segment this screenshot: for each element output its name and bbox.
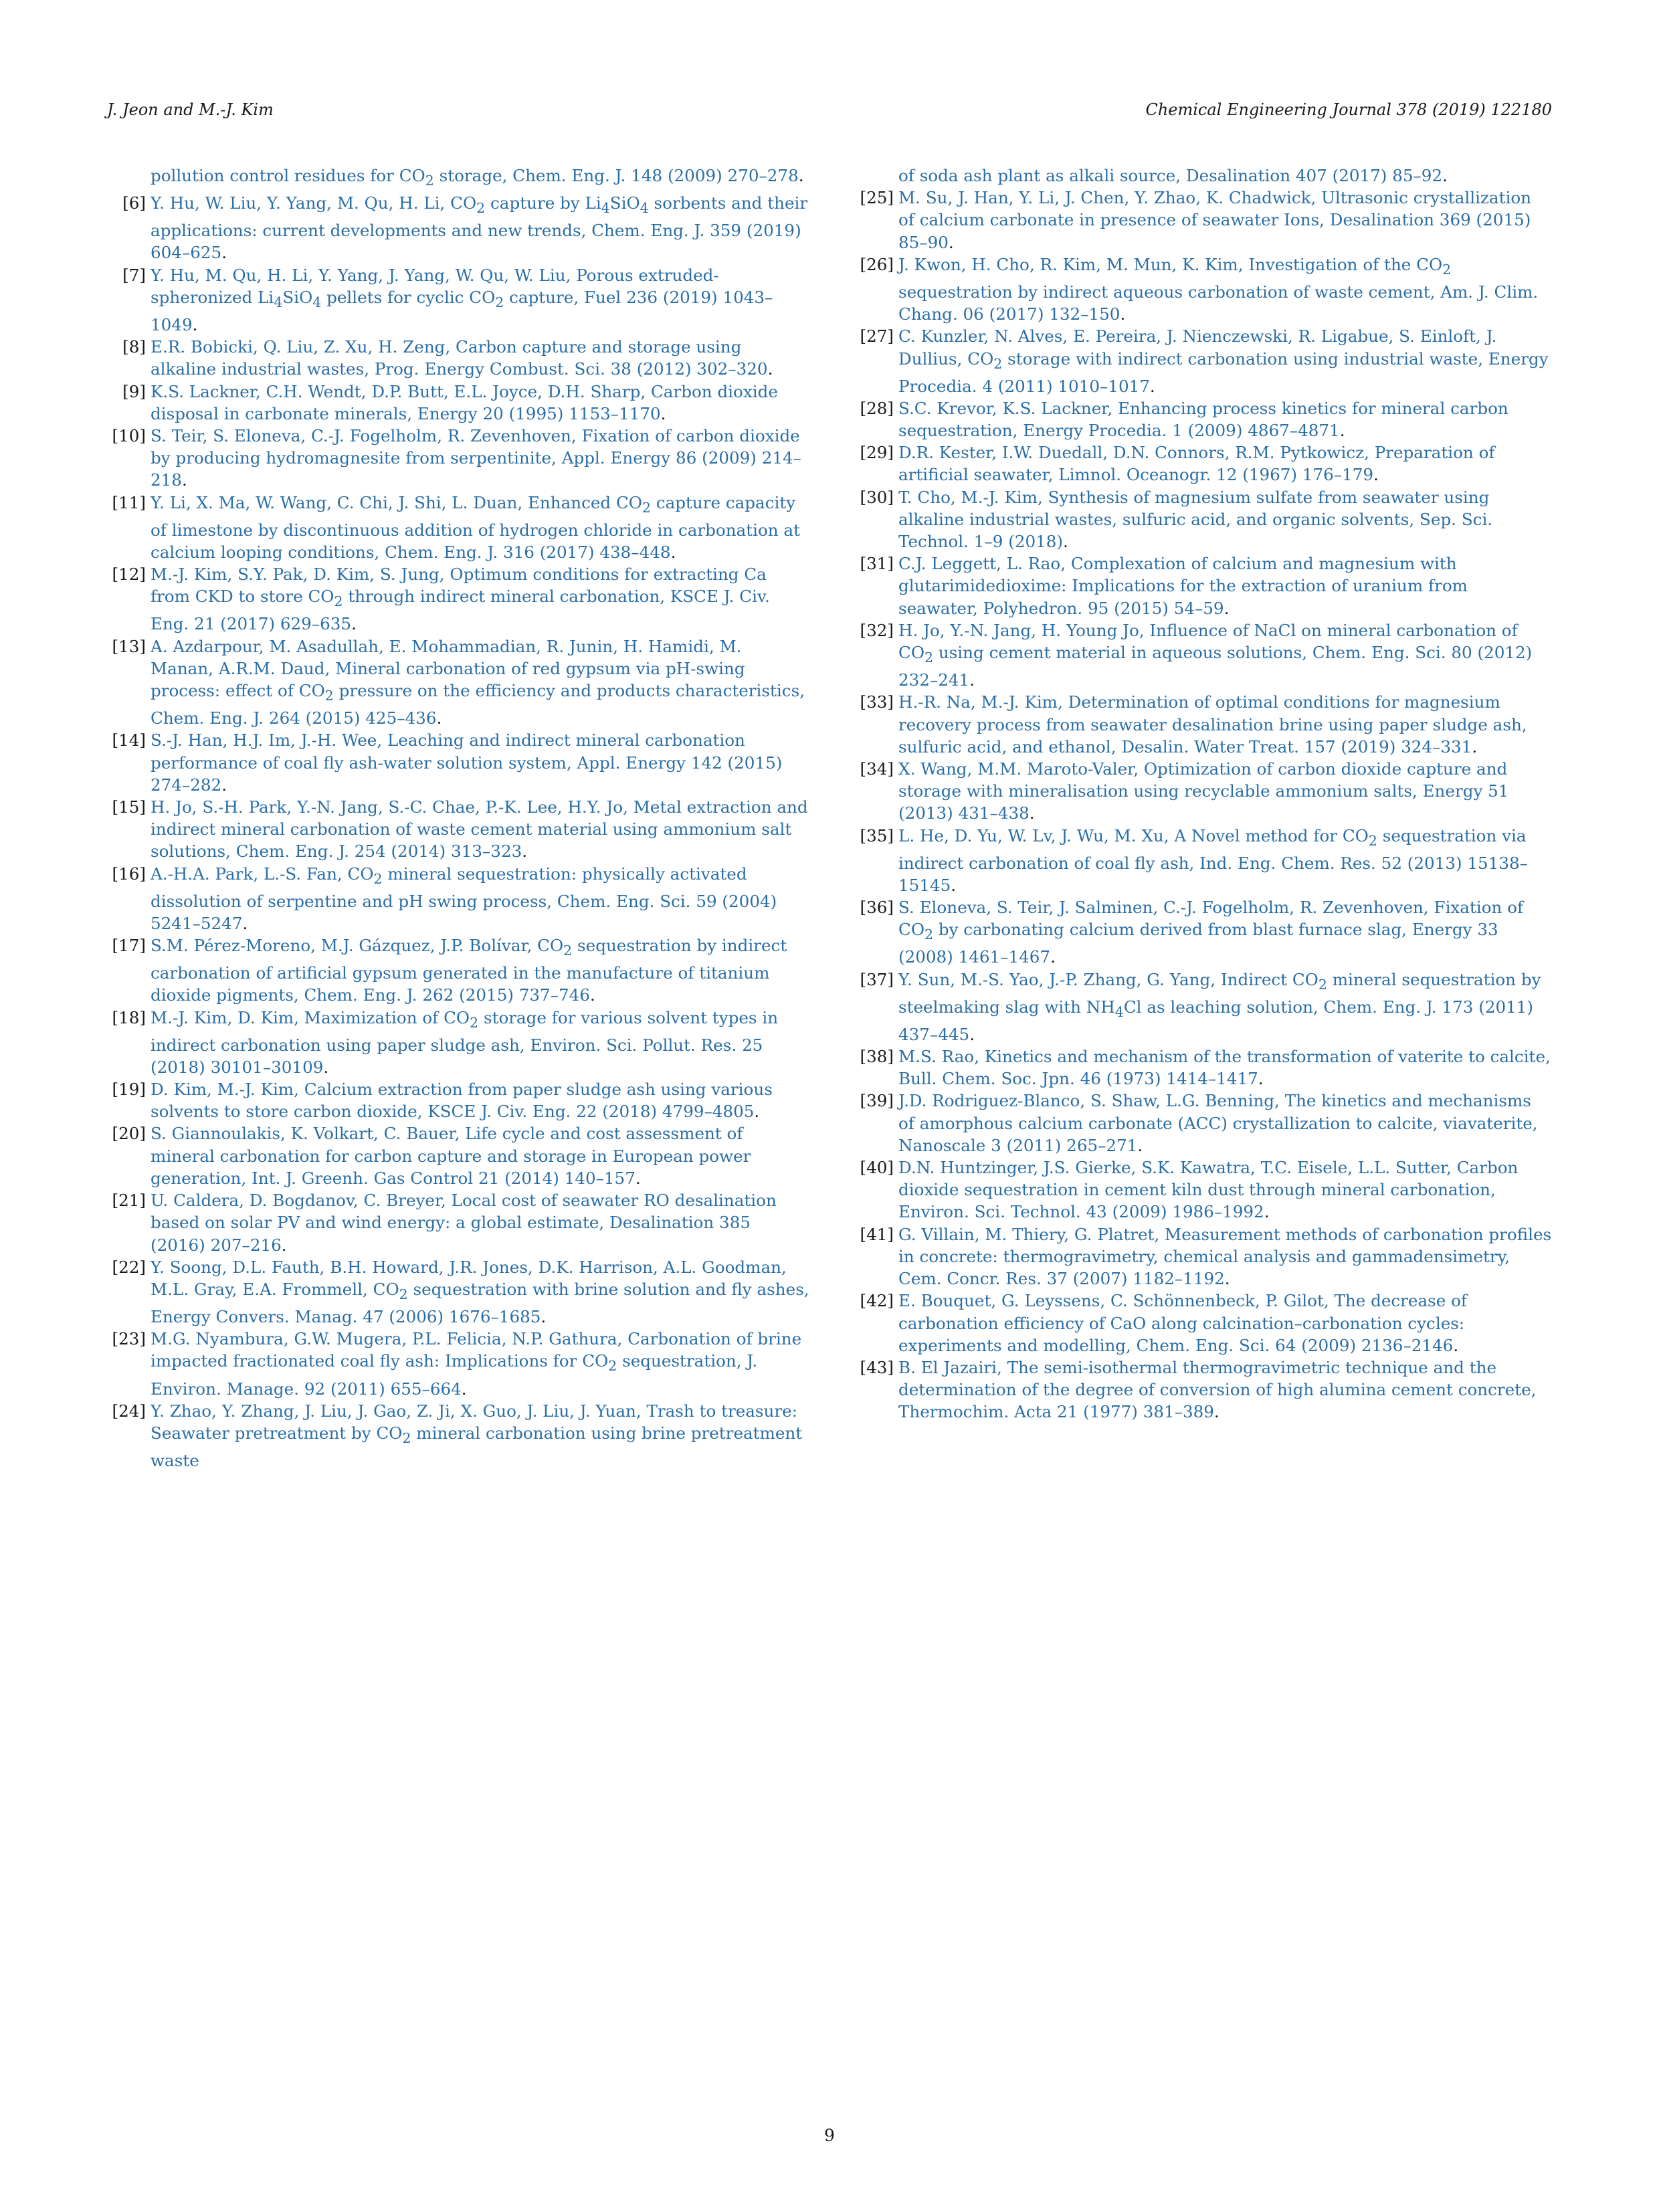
reference-item: [107, 1189, 809, 1256]
reference-number: [43]: [860, 1357, 894, 1377]
reference-link[interactable]: J.D. Rodriguez-Blanco, S. Shaw, L.G. Benning, The kinetics and mechanisms of amorphous calcium carbonate (ACC) crystallization to calcite, viavaterite, Nanoscale 3 (2011) 265–271.: [898, 1091, 1538, 1155]
page-number: 9: [824, 2126, 835, 2145]
reference-number: [12]: [112, 565, 146, 585]
reference-number: [23]: [112, 1329, 146, 1349]
reference-link[interactable]: G. Villain, M. Thiery, G. Platret, Measurement methods of carbonation profiles in concrete: thermogravimetry, chemical analysis and gammadensimetry, Cem. Concr. Res. 37 (2007) 1182–1192.: [898, 1224, 1552, 1289]
reference-item: [107, 264, 809, 336]
reference-link[interactable]: K.S. Lackner, C.H. Wendt, D.P. Butt, E.L. Joyce, D.H. Sharp, Carbon dioxide disposal in carbonate minerals, Energy 20 (1995) 1153–1170.: [151, 381, 778, 423]
reference-link[interactable]: Y. Soong, D.L. Fauth, B.H. Howard, J.R. Jones, D.K. Harrison, A.L. Goodman, M.L. Gray, E.A. Frommell, $CO_2$ sequestration with brine solution and fly ashes, Energy Convers. Manag. 47 (2006) 1676–1685.: [151, 1257, 809, 1327]
reference-item: [855, 552, 1552, 619]
reference-number: [37]: [860, 969, 894, 989]
reference-item: [855, 165, 1552, 187]
reference-item: [107, 492, 809, 564]
reference-number: [32]: [860, 620, 894, 640]
reference-link[interactable]: J. Kwon, H. Cho, R. Kim, M. Mun, K. Kim, Investigation of the $CO_2$ sequestration by indirect aqueous carbonation of waste cement, Am. J. Clim. Chang. 06 (2017) 132–150.: [898, 254, 1539, 324]
reference-number: [27]: [860, 326, 894, 346]
reference-link[interactable]: E.R. Bobicki, Q. Liu, Z. Xu, H. Zeng, Carbon capture and storage using alkaline industrial wastes, Prog. Energy Combust. Sci. 38 (2012) 302–320.: [151, 337, 773, 379]
reference-item: [855, 254, 1552, 326]
reference-number: [13]: [112, 636, 146, 656]
reference-item: [107, 1328, 809, 1400]
reference-item: [107, 192, 809, 264]
reference-link[interactable]: C. Kunzler, N. Alves, E. Pereira, J. Nienczewski, R. Ligabue, S. Einloft, J. Dullius, $CO_2$ storage with indirect carbonation using industrial waste, Energy Procedia. 4 (2011) 1010–1017.: [898, 326, 1549, 396]
reference-link[interactable]: Y. Li, X. Ma, W. Wang, C. Chi, J. Shi, L. Duan, Enhanced $CO_2$ capture capacity of limestone by discontinuous addition of hydrogen chloride in carbonation at calcium looping conditions, Chem. Eng. J. 316 (2017) 438–448.: [151, 492, 800, 562]
reference-number: [33]: [860, 692, 894, 712]
reference-link[interactable]: Y. Zhao, Y. Zhang, J. Liu, J. Gao, Z. Ji, X. Guo, J. Liu, J. Yuan, Trash to treasure: Seawater pretreatment by $CO_2$ mineral carbonation using brine pretreatment waste: [151, 1401, 803, 1471]
references-left-column: [107, 165, 809, 1472]
reference-number: [21]: [112, 1191, 146, 1211]
reference-number: [16]: [112, 864, 146, 884]
reference-link[interactable]: T. Cho, M.-J. Kim, Synthesis of magnesium sulfate from seawater using alkaline industrial wastes, sulfuric acid, and organic solvents, Sep. Sci. Technol. 1–9 (2018).: [898, 487, 1493, 552]
reference-item: [107, 635, 809, 730]
reference-item: [107, 165, 809, 192]
reference-item: [855, 1090, 1552, 1157]
reference-link[interactable]: S. Giannoulakis, K. Volkart, C. Bauer, Life cycle and cost assessment of mineral carbonation for carbon capture and storage in European power generation, Int. J. Greenh. Gas Control 21 (2014) 140–157.: [151, 1124, 751, 1188]
reference-item: [107, 934, 809, 1007]
reference-link[interactable]: D.N. Huntzinger, J.S. Gierke, S.K. Kawatra, T.C. Eisele, L.L. Sutter, Carbon dioxide sequestration in cement kiln dust through mineral carbonation, Environ. Sci. Technol. 43 (2009) 1986–1992.: [898, 1158, 1519, 1222]
reference-number: [25]: [860, 188, 894, 208]
reference-number: [6]: [122, 193, 146, 213]
reference-item: [855, 1157, 1552, 1223]
reference-item: [855, 397, 1552, 441]
reference-number: [7]: [122, 265, 146, 285]
reference-number: [36]: [860, 898, 894, 918]
reference-item: [855, 325, 1552, 397]
reference-item: [855, 825, 1552, 897]
reference-number: [22]: [112, 1257, 146, 1277]
reference-number: [40]: [860, 1158, 894, 1178]
reference-link[interactable]: H. Jo, S.-H. Park, Y.-N. Jang, S.-C. Chae, P.-K. Lee, H.Y. Jo, Metal extraction and indirect mineral carbonation of waste cement material using ammonium salt solutions, Chem. Eng. J. 254 (2014) 313–323.: [151, 797, 808, 862]
reference-number: [24]: [112, 1401, 146, 1421]
reference-item: [855, 896, 1552, 969]
reference-link[interactable]: S.-J. Han, H.J. Im, J.-H. Wee, Leaching and indirect mineral carbonation performance of coal fly ash-water solution system, Appl. Energy 142 (2015) 274–282.: [151, 730, 783, 795]
reference-number: [20]: [112, 1124, 146, 1144]
reference-link[interactable]: pollution control residues for $CO_2$ storage, Chem. Eng. J. 148 (2009) 270–278.: [151, 166, 804, 189]
reference-link[interactable]: M.-J. Kim, D. Kim, Maximization of $CO_2$ storage for various solvent types in indirect carbonation using paper sludge ash, Environ. Sci. Pollut. Res. 25 (2018) 30101–30109.: [151, 1007, 779, 1077]
reference-link[interactable]: H. Jo, Y.-N. Jang, H. Young Jo, Influence of NaCl on mineral carbonation of $CO_2$ using cement material in aqueous solutions, Chem. Eng. Sci. 80 (2012) 232–241.: [898, 620, 1533, 690]
reference-number: [26]: [860, 254, 894, 274]
reference-item: [855, 1045, 1552, 1090]
reference-number: [35]: [860, 825, 894, 845]
reference-number: [11]: [112, 492, 146, 512]
reference-link[interactable]: D. Kim, M.-J. Kim, Calcium extraction from paper sludge ash using various solvents to store carbon dioxide, KSCE J. Civ. Eng. 22 (2018) 4799–4805.: [151, 1080, 773, 1122]
reference-link[interactable]: M.S. Rao, Kinetics and mechanism of the transformation of vaterite to calcite, Bull. Chem. Soc. Jpn. 46 (1973) 1414–1417.: [898, 1047, 1551, 1089]
reference-item: [107, 863, 809, 935]
reference-number: [8]: [122, 337, 146, 357]
reference-link[interactable]: X. Wang, M.M. Maroto-Valer, Optimization of carbon dioxide capture and storage with mineralisation using recyclable ammonium salts, Energy 51 (2013) 431–438.: [898, 759, 1509, 823]
reference-number: [30]: [860, 487, 894, 507]
reference-link[interactable]: C.J. Leggett, L. Rao, Complexation of calcium and magnesium with glutarimidedioxime: Implications for the extraction of uranium from seawater, Polyhedron. 95 (2015) 54–59.: [898, 554, 1468, 618]
reference-link[interactable]: D.R. Kester, I.W. Duedall, D.N. Connors, R.M. Pytkowicz, Preparation of artificial seawater, Limnol. Oceanogr. 12 (1967) 176–179.: [898, 443, 1495, 485]
references-right-column: [855, 165, 1552, 1423]
reference-link[interactable]: E. Bouquet, G. Leyssens, C. Schönnenbeck, P. Gilot, The decrease of carbonation efficiency of CaO along calcination–carbonation cycles: experiments and modelling, Chem. Eng. Sci. 64 (2009) 2136–2146.: [898, 1291, 1468, 1355]
reference-number: [34]: [860, 759, 894, 779]
reference-link[interactable]: H.-R. Na, M.-J. Kim, Determination of optimal conditions for magnesium recovery process from seawater desalination brine using paper sludge ash, sulfuric acid, and ethanol, Desalin. Water Treat. 157 (2019) 324–331.: [898, 692, 1527, 757]
reference-link[interactable]: Y. Hu, M. Qu, H. Li, Y. Yang, J. Yang, W. Qu, W. Liu, Porous extruded-spheronized $Li_4SiO_4$ pellets for cyclic $CO_2$ capture, Fuel 236 (2019) 1043–1049.: [151, 265, 773, 334]
reference-number: [9]: [122, 381, 146, 401]
reference-item: [855, 441, 1552, 486]
reference-item: [107, 1400, 809, 1472]
reference-item: [855, 486, 1552, 553]
reference-item: [855, 1223, 1552, 1290]
reference-link[interactable]: Y. Sun, M.-S. Yao, J.-P. Zhang, G. Yang, Indirect $CO_2$ mineral sequestration by steelmaking slag with $NH_4Cl$ as leaching solution, Chem. Eng. J. 173 (2011) 437–445.: [898, 969, 1541, 1044]
reference-number: [15]: [112, 797, 146, 817]
reference-link[interactable]: M.-J. Kim, S.Y. Pak, D. Kim, S. Jung, Optimum conditions for extracting Ca from CKD to store $CO_2$ through indirect mineral carbonation, KSCE J. Civ. Eng. 21 (2017) 629–635.: [151, 565, 770, 634]
reference-item: [855, 1356, 1552, 1423]
reference-item: [107, 336, 809, 380]
reference-number: [31]: [860, 554, 894, 574]
reference-number: [17]: [112, 936, 146, 956]
reference-item: [107, 1122, 809, 1189]
reference-number: [10]: [112, 425, 146, 445]
reference-link[interactable]: of soda ash plant as alkali source, Desalination 407 (2017) 85–92.: [898, 166, 1448, 185]
reference-item: [855, 969, 1552, 1045]
reference-number: [38]: [860, 1047, 894, 1067]
reference-number: [41]: [860, 1224, 894, 1244]
reference-link[interactable]: M. Su, J. Han, Y. Li, J. Chen, Y. Zhao, K. Chadwick, Ultrasonic crystallization of calcium carbonate in presence of seawater Ions, Desalination 369 (2015) 85–90.: [898, 188, 1531, 252]
reference-link[interactable]: L. He, D. Yu, W. Lv, J. Wu, M. Xu, A Novel method for $CO_2$ sequestration via indirect carbonation of coal fly ash, Ind. Eng. Chem. Res. 52 (2013) 15138–15145.: [898, 825, 1528, 895]
reference-number: [29]: [860, 443, 894, 463]
reference-number: [39]: [860, 1091, 894, 1111]
running-head-journal: Chemical Engineering Journal 378 (2019) 122180: [1145, 100, 1552, 119]
reference-link[interactable]: S.C. Krevor, K.S. Lackner, Enhancing process kinetics for mineral carbon sequestration, Energy Procedia. 1 (2009) 4867–4871.: [898, 398, 1508, 441]
reference-link[interactable]: Y. Hu, W. Liu, Y. Yang, M. Qu, H. Li, $CO_2$ capture by $Li_4SiO_4$ sorbents and their applications: current developments and new trends, Chem. Eng. J. 359 (2019) 604–625.: [151, 193, 808, 263]
reference-link[interactable]: B. El Jazairi, The semi-isothermal thermogravimetric technique and the determination of the degree of conversion of high alumina cement concrete, Thermochim. Acta 21 (1977) 381–389.: [898, 1357, 1537, 1422]
reference-number: [18]: [112, 1007, 146, 1027]
reference-link[interactable]: U. Caldera, D. Bogdanov, C. Breyer, Local cost of seawater RO desalination based on solar PV and wind energy: a global estimate, Desalination 385 (2016) 207–216.: [151, 1191, 777, 1255]
reference-item: [107, 1256, 809, 1328]
reference-item: [855, 619, 1552, 692]
reference-link[interactable]: S.M. Pérez-Moreno, M.J. Gázquez, J.P. Bolívar, $CO_2$ sequestration by indirect carbonation of artificial gypsum generated in the manufacture of titanium dioxide pigments, Chem. Eng. J. 262 (2015) 737–746.: [151, 936, 787, 1005]
running-head: [107, 100, 1552, 127]
reference-number: [19]: [112, 1080, 146, 1100]
reference-link[interactable]: M.G. Nyambura, G.W. Mugera, P.L. Felicia, N.P. Gathura, Carbonation of brine impacted fractionated coal fly ash: Implications for $CO_2$ sequestration, J. Environ. Manage. 92 (2011) 655–664.: [151, 1329, 802, 1399]
reference-item: [107, 796, 809, 863]
reference-item: [107, 1007, 809, 1079]
reference-item: [855, 187, 1552, 254]
reference-link[interactable]: S. Teir, S. Eloneva, C.-J. Fogelholm, R. Zevenhoven, Fixation of carbon dioxide by producing hydromagnesite from serpentinite, Appl. Energy 86 (2009) 214–218.: [151, 425, 801, 490]
reference-item: [855, 1290, 1552, 1356]
reference-link[interactable]: S. Eloneva, S. Teir, J. Salminen, C.-J. Fogelholm, R. Zevenhoven, Fixation of $CO_2$ by carbonating calcium derived from blast furnace slag, Energy 33 (2008) 1461–1467.: [898, 898, 1524, 967]
reference-item: [107, 1078, 809, 1122]
reference-item: [107, 425, 809, 492]
reference-item: [107, 563, 809, 635]
reference-item: [107, 381, 809, 425]
reference-item: [855, 691, 1552, 758]
reference-number: [28]: [860, 398, 894, 418]
reference-number: [14]: [112, 730, 146, 750]
running-head-authors: J. Jeon and M.-J. Kim: [107, 100, 274, 119]
reference-item: [107, 729, 809, 796]
reference-link[interactable]: A.-H.A. Park, L.-S. Fan, $CO_2$ mineral sequestration: physically activated dissolution of serpentine and pH swing process, Chem. Eng. Sci. 59 (2004) 5241–5247.: [151, 864, 777, 933]
reference-number: [42]: [860, 1291, 894, 1311]
reference-item: [855, 758, 1552, 825]
reference-link[interactable]: A. Azdarpour, M. Asadullah, E. Mohammadian, R. Junin, H. Hamidi, M. Manan, A.R.M. Daud, Mineral carbonation of red gypsum via pH-swing process: effect of $CO_2$ pressure on the efficiency and products characteristics, Chem. Eng. J. 264 (2015) 425–436.: [151, 636, 805, 728]
